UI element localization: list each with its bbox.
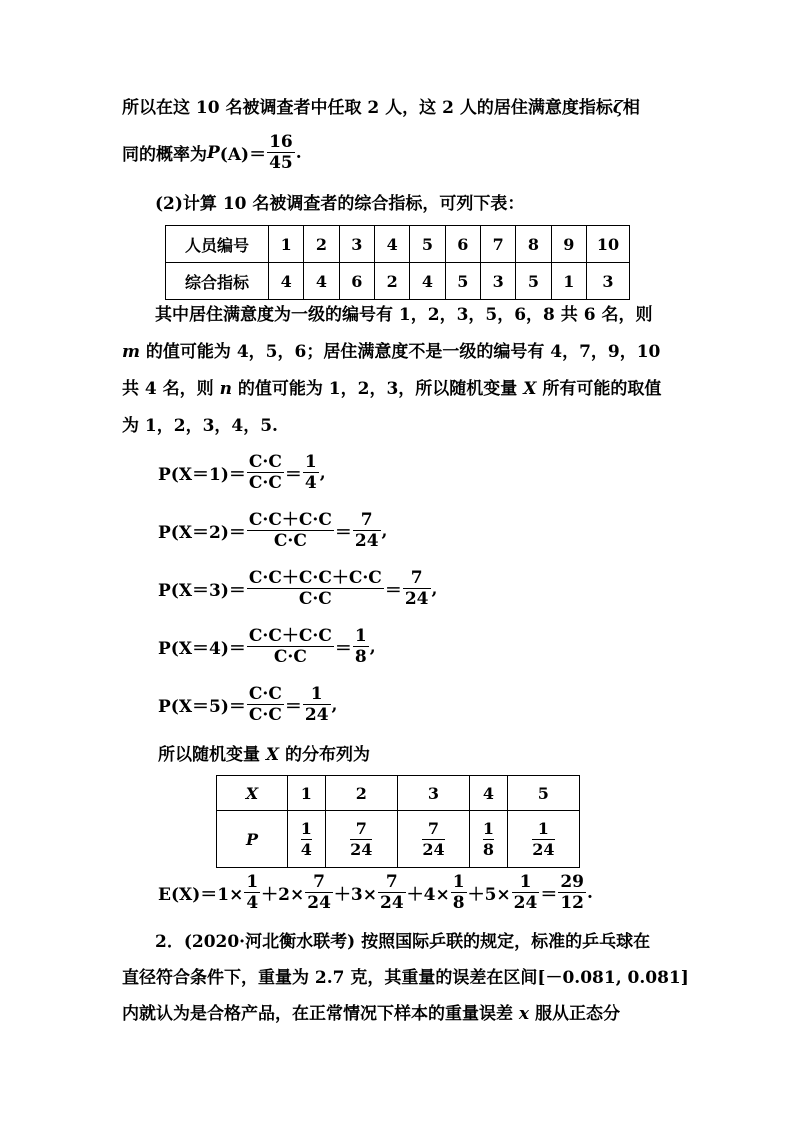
table-cell (325, 811, 397, 868)
prob-fraction (483, 819, 494, 860)
fraction-den: 24 (304, 705, 329, 725)
table-cell: 1 (551, 263, 586, 300)
line-6-end: 所有可能的取值 (536, 379, 662, 399)
fraction-den: C·C (298, 589, 332, 609)
combination-fraction (247, 626, 334, 667)
fraction-den: 24 (404, 589, 429, 609)
comma: , (431, 578, 438, 599)
table-row (217, 776, 580, 811)
result-fraction (403, 568, 431, 609)
result-fraction (353, 510, 381, 551)
fraction (305, 872, 333, 913)
table-cell: 5 (516, 263, 551, 300)
table-cell: X (217, 776, 288, 811)
fraction-den: 8 (354, 647, 367, 667)
p-symbol: P (207, 142, 220, 163)
fraction (244, 872, 260, 913)
prob-eq-2 (158, 510, 387, 551)
equals: ＝ (384, 581, 402, 601)
fraction-num: 1 (246, 872, 259, 892)
equals: ＝ (334, 523, 352, 543)
result-fraction (303, 452, 319, 493)
dist-intro (158, 745, 370, 765)
distribution-table (216, 775, 580, 868)
line-2-pre: 同的概率为 (122, 145, 207, 165)
fraction-den: 24 (422, 839, 445, 859)
problem-2-line-3 (122, 1004, 620, 1024)
table-cell: 2 (304, 226, 339, 263)
prob-eq-5 (158, 684, 337, 725)
fraction-num: 16 (269, 132, 293, 152)
text-line-3: (2)计算 10 名被调查者的综合指标，可列下表： (155, 194, 525, 214)
table-cell: 人员编号 (166, 226, 269, 263)
term: ＋3× (333, 885, 377, 905)
table-cell: 8 (516, 226, 551, 263)
prob-eq-1 (158, 452, 326, 493)
dist-intro-end: 的分布列为 (279, 745, 371, 765)
prob-lhs: P(X＝5)＝ (158, 697, 246, 717)
table-cell (288, 811, 326, 868)
line-6-pre: 共 4 名，则 (122, 379, 220, 399)
fraction-num: 7 (427, 818, 440, 838)
x-var: x (518, 1004, 530, 1024)
fraction-num: 7 (360, 510, 373, 530)
p2-l3-end: 服从正态分 (529, 1004, 620, 1024)
table-cell: 4 (374, 226, 409, 263)
composite-index-table (165, 225, 630, 300)
table-cell: P (217, 811, 288, 868)
fraction-num: C·C (248, 452, 282, 472)
line-1-text: 所以在这 10 名被调查者中任取 2 人，这 2 人的居住满意度指标 (122, 98, 613, 118)
event-a: (A)＝ (219, 145, 267, 165)
table-cell: 4 (410, 263, 445, 300)
fraction-den: 12 (560, 893, 584, 913)
fraction-num: 1 (482, 818, 494, 838)
fraction-num: C·C＋C·C＋C·C (248, 568, 382, 588)
prob-eq-3 (158, 568, 437, 609)
table-cell: 4 (269, 263, 304, 300)
prob-fraction (301, 819, 312, 860)
text-line-5 (122, 342, 660, 362)
table-cell: 4 (304, 263, 339, 300)
fraction-num: 29 (560, 872, 584, 892)
table-cell: 5 (410, 226, 445, 263)
text-line-4: 其中居住满意度为一级的编号有 1，2，3，5，6，8 共 6 名，则 (155, 305, 653, 325)
fraction-num: C·C (248, 684, 282, 704)
fraction-den: C·C (273, 647, 307, 667)
equals: ＝ (334, 639, 352, 659)
combination-fraction (247, 510, 334, 551)
prob-lhs: P(X＝3)＝ (158, 581, 246, 601)
expect-lhs: E(X)＝1× (158, 885, 244, 905)
fraction-num: 1 (537, 818, 549, 838)
period: . (587, 882, 593, 903)
fraction (558, 872, 586, 913)
fraction-num: 7 (355, 818, 367, 838)
fraction-den: 4 (300, 839, 312, 859)
line-1-end: 相 (622, 98, 640, 118)
fraction-den: 45 (269, 153, 293, 173)
x-symbol: X (523, 379, 537, 399)
table-cell: 6 (339, 263, 374, 300)
result-fraction (353, 626, 369, 667)
prob-lhs: P(X＝1)＝ (158, 465, 246, 485)
combination-fraction (247, 684, 284, 725)
fraction-num: 7 (313, 872, 325, 892)
line-5-text: 的值可能为 4，5，6；居住满意度不是一级的编号有 4，7，9，10 (140, 342, 661, 362)
table-cell: 4 (470, 776, 508, 811)
table-cell (470, 811, 508, 868)
table-cell: 3 (587, 263, 630, 300)
table-cell: 10 (587, 226, 630, 263)
comma: , (369, 636, 376, 657)
fraction-den: 24 (379, 893, 404, 913)
table-cell: 6 (445, 226, 480, 263)
fraction-den: 24 (307, 893, 331, 913)
expectation-eq (158, 872, 593, 913)
table-cell: 3 (397, 776, 469, 811)
zeta-symbol: ζ (612, 98, 623, 118)
n-symbol: n (219, 379, 232, 399)
fraction-num: 1 (304, 452, 317, 472)
prob-eq-4 (158, 626, 376, 667)
table-cell: 7 (480, 226, 515, 263)
combination-fraction (247, 568, 384, 609)
fraction (451, 872, 467, 913)
fraction-den: 24 (513, 893, 538, 913)
table-cell: 3 (339, 226, 374, 263)
comma: , (381, 520, 388, 541)
line-6-mid: 的值可能为 1，2，3，所以随机变量 (231, 379, 524, 399)
fraction (512, 872, 540, 913)
term: ＝ (540, 885, 558, 905)
prob-fraction (422, 819, 444, 860)
fraction-den: 4 (246, 893, 259, 913)
prob-lhs: P(X＝4)＝ (158, 639, 246, 659)
term: ＋5× (467, 885, 511, 905)
fraction-num: 7 (385, 872, 398, 892)
fraction-den: C·C (248, 473, 282, 493)
fraction-den: 24 (350, 839, 373, 859)
fraction-num: C·C＋C·C (248, 510, 332, 530)
table-cell: 2 (374, 263, 409, 300)
fraction-num: C·C＋C·C (248, 626, 332, 646)
fraction-num: 1 (300, 818, 312, 838)
equals: ＝ (284, 465, 302, 485)
fraction-num: 1 (519, 872, 532, 892)
table-cell: 2 (325, 776, 397, 811)
table-cell: 5 (445, 263, 480, 300)
text-line-7: 为 1，2，3，4，5. (122, 416, 278, 436)
table-cell: 1 (288, 776, 326, 811)
table-row (217, 811, 580, 868)
table-cell: 综合指标 (166, 263, 269, 300)
comma: , (331, 694, 338, 715)
fraction-den: C·C (273, 531, 307, 551)
fraction-num: 1 (310, 684, 323, 704)
p2-l3-pre: 内就认为是合格产品，在正常情况下样本的重量误差 (122, 1004, 519, 1024)
table-cell: 5 (507, 776, 579, 811)
fraction-num: 1 (354, 626, 367, 646)
line-2-dot: . (295, 142, 302, 163)
prob-fraction (350, 819, 372, 860)
table-cell: 1 (269, 226, 304, 263)
fraction-den: 24 (532, 839, 555, 859)
x-symbol: X (265, 745, 280, 765)
term: ＋4× (406, 885, 450, 905)
problem-2-line-2: 直径符合条件下，重量为 2.7 克，其重量的误差在区间[－0.081, 0.081] (122, 968, 689, 988)
table-cell: 3 (480, 263, 515, 300)
fraction-den: 8 (452, 893, 465, 913)
table-cell (507, 811, 579, 868)
fraction-16-45 (267, 132, 295, 173)
text-line-2 (122, 132, 302, 173)
table-cell (397, 811, 469, 868)
fraction-den: C·C (248, 705, 282, 725)
prob-fraction (532, 819, 554, 860)
term: ＋2× (261, 885, 305, 905)
fraction-den: 8 (482, 839, 494, 859)
table-row (166, 263, 630, 300)
dist-intro-pre: 所以随机变量 (158, 745, 266, 765)
fraction (378, 872, 406, 913)
fraction-num: 1 (452, 872, 465, 892)
fraction-den: 4 (304, 473, 317, 493)
table-row (166, 226, 630, 263)
comma: , (319, 462, 326, 483)
equals: ＝ (284, 697, 302, 717)
problem-2-line-1: 2．(2020·河北衡水联考) 按照国际乒联的规定，标准的乒乓球在 (155, 932, 651, 952)
fraction-den: 24 (354, 531, 379, 551)
fraction-num: 7 (410, 568, 423, 588)
m-symbol: m (122, 342, 140, 362)
text-line-1 (122, 98, 640, 118)
combination-fraction (247, 452, 284, 493)
prob-lhs: P(X＝2)＝ (158, 523, 246, 543)
table-cell: 9 (551, 226, 586, 263)
result-fraction (303, 684, 331, 725)
text-line-6 (122, 379, 661, 399)
